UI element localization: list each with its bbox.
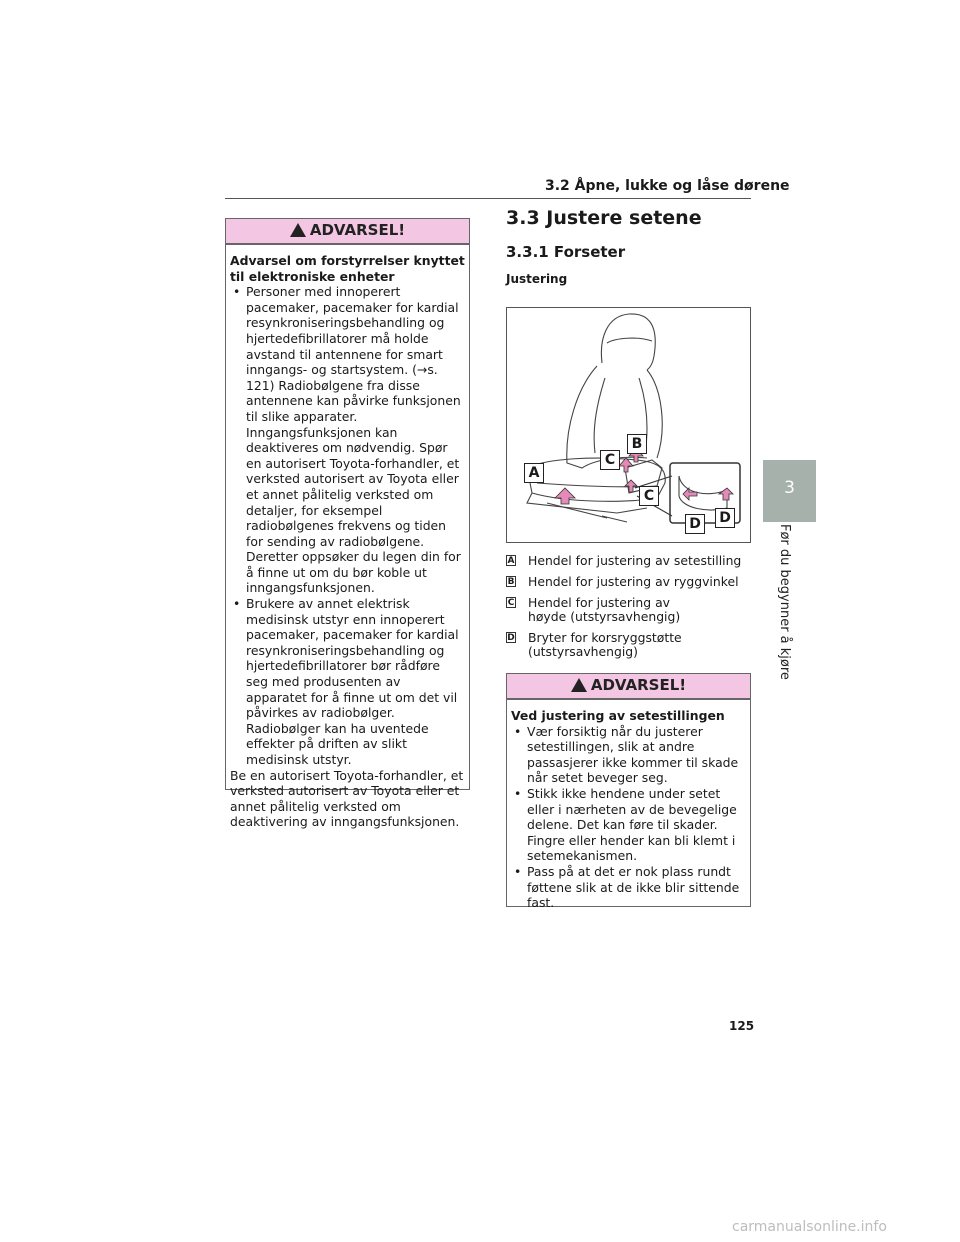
adjustment-label: Justering <box>506 272 568 286</box>
legend-key: D <box>507 633 515 643</box>
legend-key: C <box>507 598 515 608</box>
warning-bullet: • Brukere av annet elektrisk medisinsk utstyr enn innoperert pacemaker, pacemaker for kardial resynkroniseringsbehandling og hjertedefibrillatorer bør rådføre seg med produsenten av apparatet for å finne ut om det vil påvirkes av radiobølger. Radiobølger kan ha uventede effekter på driften av slikt medisinsk utstyr. <box>230 596 465 768</box>
warning-header <box>507 674 750 700</box>
warning-box-seat-adjustment <box>506 673 751 911</box>
page-number: 125 <box>729 1019 755 1033</box>
warning-subtitle: Advarsel om forstyrrelser knyttet til elektroniske enheter <box>230 253 465 284</box>
legend-item <box>506 631 751 661</box>
warning-title: ADVARSEL! <box>590 676 687 694</box>
header-divider <box>225 198 751 199</box>
subsection-heading: 3.3.1 Forseter <box>506 243 626 261</box>
warning-body <box>507 700 750 917</box>
legend-item <box>506 554 751 572</box>
legend-key: A <box>507 556 515 566</box>
warning-subtitle: Ved justering av setestillingen <box>511 708 725 723</box>
warning-header <box>226 219 469 245</box>
legend-item <box>506 596 751 626</box>
warning-bullet: • Personer med innoperert pacemaker, pacemaker for kardial resynkroniseringsbehandling og hjertedefibrillatorer må holde avstand til antennene for smart inngangs- og startsystem. (→s. 121) Radiobølgene fra disse antennene kan påvirke funksjonen til slike apparater. Inngangsfunksjonen kan deaktiveres om nødvendig. Spør en autorisert Toyota-forhandler, et verksted autorisert av Toyota eller et annet pålitelig verksted om detaljer, for eksempel radiobølgenes frekvens og tiden for sending av radiobølgene. Deretter oppsøker du legen din for å finne ut om du bør koble ut inngangsfunksjonen. <box>230 284 465 596</box>
callout-label-A: A <box>524 463 544 483</box>
section-heading: 3.3 Justere setene <box>506 207 702 229</box>
seat-adjustment-figure <box>506 307 751 543</box>
legend-text: Hendel for justering av høyde (utstyrsavhengig) <box>528 595 681 624</box>
warning-triangle-icon <box>571 678 587 692</box>
chapter-number: 3 <box>784 478 795 498</box>
legend-text: Hendel for justering av ryggvinkel <box>528 574 739 589</box>
legend-text: Bryter for korsryggstøtte (utstyrsavhengig) <box>528 630 682 659</box>
warning-bullet: • Vær forsiktig når du justerer setestillingen, slik at andre passasjerer ikke kommer til skade når setet beveger seg. <box>511 724 746 786</box>
seat-illustration <box>507 308 750 542</box>
legend-text: Hendel for justering av setestilling <box>528 553 742 568</box>
callout-label-C: C <box>600 450 620 470</box>
warning-bullet: • Stikk ikke hendene under setet eller i nærheten av de bevegelige delene. Det kan føre til skader. Fingre eller hender kan bli klemt i setemekanismen. <box>511 786 746 864</box>
chapter-title: Før du begynner å kjøre <box>777 524 792 680</box>
callout-label-B: B <box>627 434 647 454</box>
section-header-title: 3.2 Åpne, lukke og låse dørene <box>545 178 790 194</box>
arrow-C <box>619 458 633 472</box>
callout-label-C: C <box>639 486 659 506</box>
watermark: carmanualsonline.info <box>732 1219 887 1235</box>
legend-key: B <box>507 577 515 587</box>
warning-title: ADVARSEL! <box>309 221 406 239</box>
warning-body <box>226 245 469 836</box>
warning-bullet: • Pass på at det er nok plass rundt føttene slik at de ikke blir sittende fast. <box>511 864 746 911</box>
arrow-A <box>555 488 575 504</box>
warning-triangle-icon <box>290 223 306 237</box>
warning-box-electronics <box>225 218 470 830</box>
callout-label-D: D <box>715 508 735 528</box>
warning-footer-text: Be en autorisert Toyota-forhandler, et verksted autorisert av Toyota eller et annet pålitelig verksted om deaktivering av inngangsfunksjonen. <box>230 767 464 830</box>
legend-item <box>506 575 751 593</box>
callout-label-D: D <box>685 514 705 534</box>
